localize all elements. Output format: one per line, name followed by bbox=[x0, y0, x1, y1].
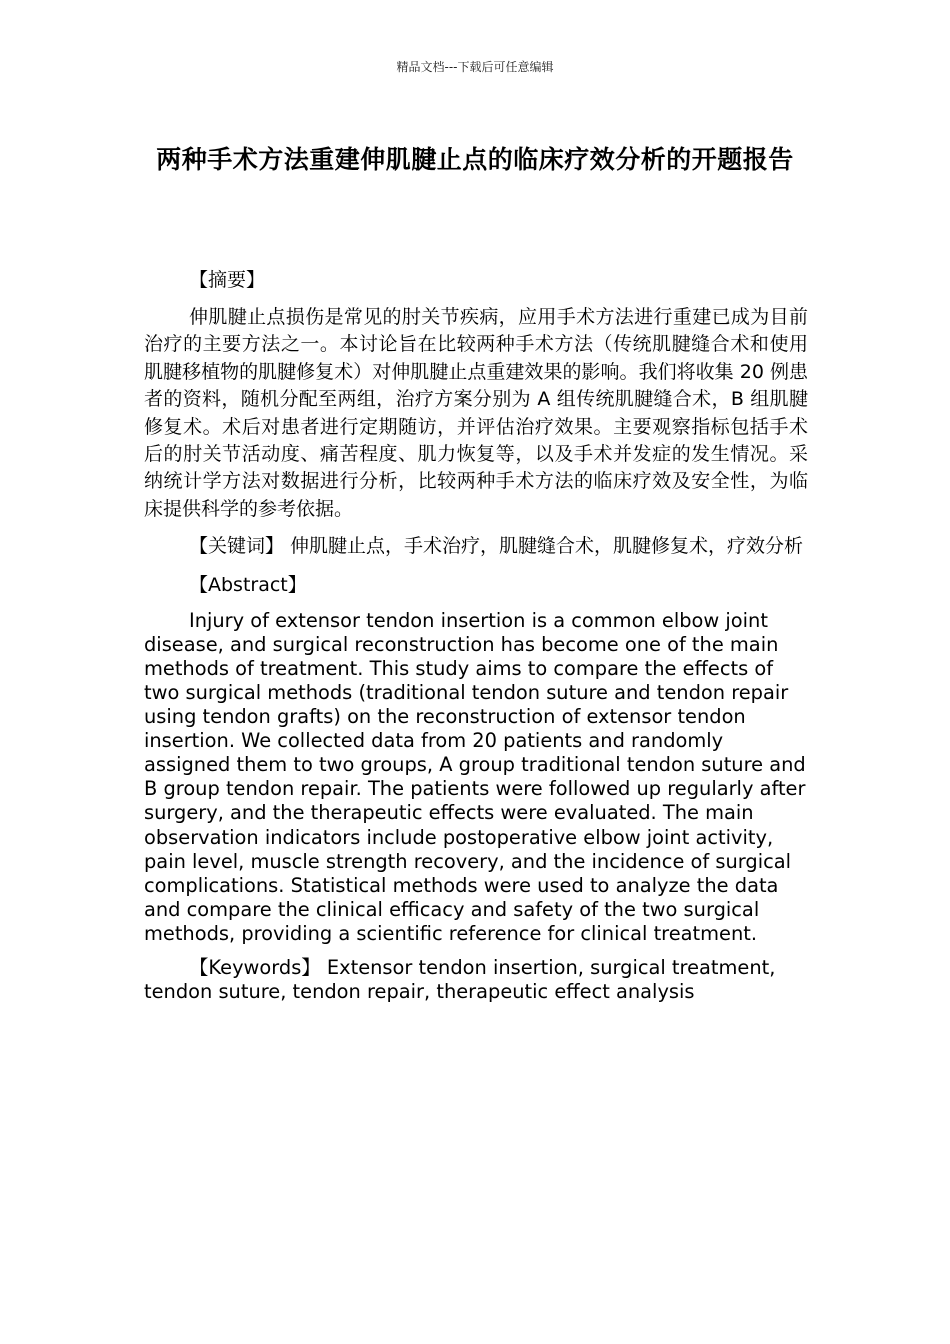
keywords-en bbox=[144, 956, 808, 1004]
abstract-en-body: Injury of extensor tendon insertion is a common elbow joint disease, and surgical reconstruction has become one of the main methods of treatment. This study aims to compare the effects of two surgical methods (traditional tendon suture and tendon repair using tendon grafts) on the reconstruction of extensor tendon insertion. We collected data from 20 patients and randomly assigned them to two groups, A group traditional tendon suture and B group tendon repair. The patients were followed up regularly after surgery, and the therapeutic effects were evaluated. The main observation indicators include postoperative elbow joint activity, pain level, muscle strength recovery, and the incidence of surgical complications. Statistical methods were used to analyze the data and compare the clinical efficacy and safety of the two surgical methods, providing a scientific reference for clinical treatment. bbox=[144, 608, 806, 945]
keywords-cn-text: 伸肌腱止点，手术治疗，肌腱缝合术，肌腱修复术，疗效分析 bbox=[284, 535, 804, 558]
abstract-cn-heading: 【摘要】 bbox=[189, 269, 266, 291]
abstract-cn-body: 伸肌腱止点损伤是常见的肘关节疾病，应用手术方法进行重建已成为目前治疗的主要方法之一。本讨论旨在比较两种手术方法（传统肌腱缝合术和使用肌腱移植物的肌腱修复术）对伸肌腱止点重建效果的影响。我们将收集 20 例患者的资料，随机分配至两组，治疗方案分别为 A 组传统肌腱缝合术，B 组肌腱修复术。术后对患者进行定期随访，并评估治疗效果。主要观察指标包括手术后的肘关节活动度、痛苦程度、肌力恢复等，以及手术并发症的发生情况。采纳统计学方法对数据进行分析，比较两种手术方法的临床疗效及安全性，为临床提供科学的参考依据。 bbox=[144, 306, 808, 520]
keywords-cn bbox=[144, 533, 808, 560]
header-note: 精品文档---下载后可任意编辑 bbox=[396, 60, 554, 74]
abstract-en-heading: 【Abstract】 bbox=[189, 573, 307, 596]
document-body bbox=[144, 266, 808, 1014]
keywords-en-text: Extensor tendon insertion, surgical treatment, tendon suture, tendon repair, therapeutic effect analysis bbox=[144, 955, 776, 1004]
keywords-cn-label: 【关键词】 bbox=[189, 535, 285, 558]
keywords-en-label: 【Keywords】 bbox=[189, 955, 321, 979]
document-title: 两种手术方法重建伸肌腱止点的临床疗效分析的开题报告 bbox=[156, 145, 794, 174]
